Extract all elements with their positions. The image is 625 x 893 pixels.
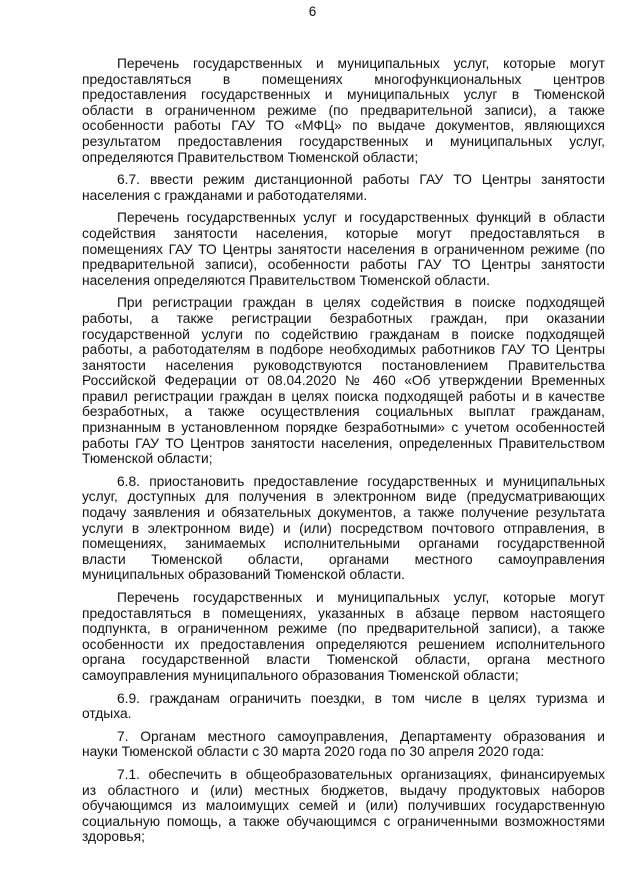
paragraph [82, 172, 605, 203]
text-line: особенности работы ГАУ ТО «МФЦ» по выдаче документов, являющихся [82, 118, 605, 134]
text-line: помещениях ГАУ ТО Центры занятости населения в ограниченном режиме (по [82, 241, 605, 257]
text-line: услуги в электронном виде) и (или) посредством почтового отправления, в [82, 520, 605, 536]
text-line: науки Тюменской области с 30 марта 2020 года по 30 апреля 2020 года: [82, 744, 545, 760]
text-line: работы, а также регистрации безработных граждан, при оказании [82, 310, 605, 326]
text-line: работы ГАУ ТО Центров занятости населения, определенных Правительством [82, 435, 605, 451]
text-line: работы, а работодателям в подборе необходимых работников ГАУ ТО Центры [82, 342, 605, 358]
text-line: отдыха. [82, 706, 132, 722]
text-line: государственной услуги по содействию гражданам в поиске подходящей [82, 326, 605, 342]
text-line: Тюменской области; [82, 451, 213, 467]
text-line: Перечень государственных и муниципальных услуг, которые могут [117, 590, 605, 605]
text-line: обучающимся из малоимущих семей и (или) получивших государственную [82, 798, 605, 814]
text-line: области в ограниченном режиме (по предварительной записи), а также [82, 102, 605, 118]
text-line: предварительной записи), особенности работы ГАУ ТО Центры занятости [82, 257, 605, 273]
page-number: 6 [308, 4, 317, 19]
text-line: органа государственной власти Тюменской области, органа местного [82, 652, 605, 668]
paragraph [82, 590, 605, 684]
text-line: подпункта, в ограниченном режиме (по предварительной записи), а также [82, 621, 605, 637]
text-line: правил регистрации граждан в целях поиска подходящей работы и в качестве [82, 388, 605, 404]
text-line: услуг, доступных для получения в электронном виде (предусматривающих [82, 489, 605, 505]
text-line: признанным в установленном порядке безработными» с учетом особенностей [82, 420, 605, 436]
text-line: предоставления государственных и муниципальных услуг в Тюменской [82, 87, 605, 103]
text-line: муниципальных образований Тюменской области. [82, 567, 405, 583]
text-line: особенности их предоставления определяются решением исполнительного [82, 636, 605, 652]
text-line: При регистрации граждан в целях содействия в поиске подходящей [117, 295, 605, 311]
text-line: из областного и (или) местных бюджетов, выдачу продуктовых наборов [82, 782, 605, 798]
text-line: 7. Органам местного самоуправления, Департаменту образования и [117, 728, 605, 744]
text-line: определяются Правительством Тюменской области; [82, 149, 419, 165]
paragraph [82, 295, 605, 467]
text-line: власти Тюменской области, органами местного самоуправления [82, 551, 605, 567]
paragraph [82, 210, 605, 288]
text-line: содействия занятости населения, которые могут предоставляться в [82, 225, 605, 241]
text-line: 7.1. обеспечить в общеобразовательных организациях, финансируемых [117, 766, 605, 782]
text-line: результатом предоставления государственных и муниципальных услуг, [82, 133, 605, 149]
text-line: социальную помощь, а также обучающимся с ограниченными возможностями [82, 813, 605, 829]
text-line: 6.8. приостановить предоставление государственных и муниципальных [117, 473, 605, 489]
document-body [82, 56, 605, 852]
text-line: 6.9. гражданам ограничить поездки, в том числе в целях туризма и [117, 690, 605, 706]
text-line: предоставляться в помещениях многофункциональных центров [82, 71, 605, 87]
paragraph [82, 729, 605, 760]
text-line: Перечень государственных услуг и государственных функций в области [117, 210, 605, 226]
paragraph [82, 474, 605, 583]
text-line: безработных, а также осуществления социальных выплат гражданам, [82, 404, 605, 420]
paragraph [82, 56, 605, 165]
text-line: предоставляться в помещениях, указанных в абзаце первом настоящего [82, 605, 605, 621]
text-line: Перечень государственных и муниципальных услуг, которые могут [117, 56, 605, 71]
paragraph [82, 767, 605, 845]
text-line: самоуправления муниципального образования Тюменской области; [82, 667, 519, 683]
text-line: 6.7. ввести режим дистанционной работы ГАУ ТО Центры занятости [117, 172, 605, 188]
text-line: занятости населения руководствуются постановлением Правительства [82, 357, 605, 373]
text-line: подачу заявления и обязательных документов, а также получение результата [82, 505, 605, 521]
text-line: помещениях, занимаемых исполнительными органами государственной [82, 536, 605, 552]
text-line: Российской Федерации от 08.04.2020 № 460 «Об утверждении Временных [82, 373, 605, 389]
paragraph [82, 691, 605, 722]
text-line: населения определяются Правительством Тюменской области. [82, 272, 490, 288]
text-line: здоровья; [82, 829, 145, 845]
text-line: населения с гражданами и работодателями. [82, 187, 368, 203]
